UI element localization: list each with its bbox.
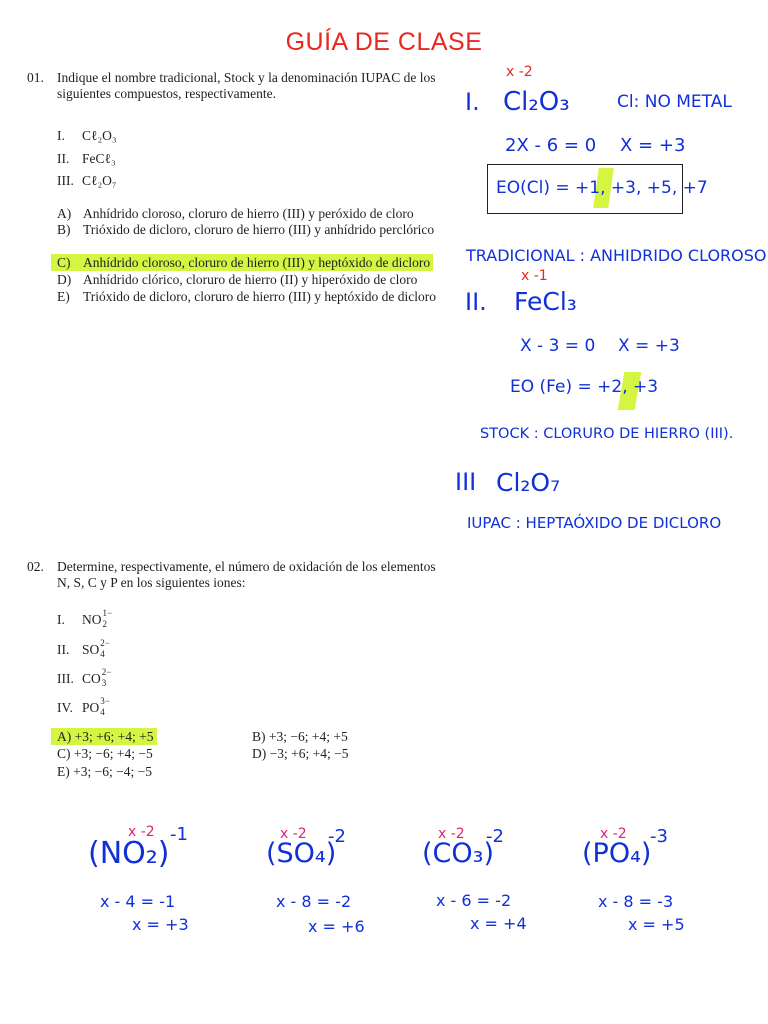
note-label-ii: II. bbox=[465, 288, 487, 316]
equation-2: x = +3 bbox=[132, 915, 189, 934]
option-c[interactable]: C) +3; −6; +4; −5 bbox=[57, 746, 153, 761]
oxidation-states: x -2 bbox=[438, 826, 465, 842]
ion-ii: II. SO 2− 4 bbox=[57, 637, 110, 659]
equation-i-1: 2X - 6 = 0 bbox=[505, 135, 597, 156]
question-text: Indique el nombre tradicional, Stock y la denominación IUPAC de los siguientes compuestos, respectivamente. bbox=[57, 70, 436, 101]
ion-iv: IV. PO 3− 4 bbox=[57, 695, 110, 717]
oxidation-states-i: x -2 bbox=[506, 64, 533, 80]
ion-charge: -2 bbox=[328, 826, 346, 847]
equation-i-2: X = +3 bbox=[620, 135, 686, 156]
note-label-i: I. bbox=[465, 88, 480, 116]
ion-formula: (SO₄) bbox=[266, 838, 337, 869]
equation-1: x - 4 = -1 bbox=[100, 892, 176, 911]
option-b[interactable]: B) Trióxido de dicloro, cloruro de hierro (III) y anhídrido perclórico bbox=[57, 222, 435, 237]
item-i: I. Cℓ₂O₃ bbox=[57, 128, 117, 143]
formula-ii: FeCl₃ bbox=[514, 287, 577, 316]
oxidation-states: x -2 bbox=[600, 826, 627, 842]
classification-note: Cl: NO METAL bbox=[617, 92, 732, 112]
question-text: Determine, respectivamente, el número de oxidación de los elementos N, S, C y P en los siguientes iones: bbox=[57, 559, 436, 590]
option-e[interactable]: E) +3; −6; −4; −5 bbox=[57, 764, 152, 779]
equation-2: x = +6 bbox=[308, 917, 365, 936]
equation-1: x - 8 = -2 bbox=[276, 892, 352, 911]
item-ii: II. FeCℓ₃ bbox=[57, 151, 116, 166]
ion-charge: -2 bbox=[486, 826, 504, 847]
equation-1: x - 6 = -2 bbox=[436, 891, 512, 910]
formula-iii: Cl₂O₇ bbox=[496, 468, 561, 497]
option-d[interactable]: D) −3; +6; +4; −5 bbox=[252, 746, 349, 761]
question-number: 02. bbox=[27, 559, 44, 574]
note-label-iii: III bbox=[455, 468, 477, 496]
oxidation-states-cl: EO(Cl) = +1, +3, +5, +7 bbox=[496, 178, 708, 198]
oxidation-states-ii: x -1 bbox=[521, 268, 548, 284]
oxidation-states: x -2 bbox=[280, 826, 307, 842]
equation-ii-2: X = +3 bbox=[618, 336, 680, 356]
ion-formula: (PO₄) bbox=[582, 838, 652, 869]
item-iii: III. Cℓ₂O₇ bbox=[57, 173, 117, 188]
question-number: 01. bbox=[27, 70, 44, 85]
ion-charge: -1 bbox=[170, 824, 188, 845]
equation-2: x = +5 bbox=[628, 915, 685, 934]
ion-formula: (CO₃) bbox=[422, 838, 494, 869]
page-title: GUÍA DE CLASE bbox=[285, 28, 483, 56]
iupac-name: IUPAC : HEPTAÓXIDO DE DICLORO bbox=[467, 514, 722, 532]
option-a[interactable]: A) +3; +6; +4; +5 bbox=[57, 729, 442, 745]
option-a[interactable]: A) Anhídrido cloroso, cloruro de hierro (III) y peróxido de cloro bbox=[57, 206, 414, 221]
option-c[interactable]: C) Anhídrido cloroso, cloruro de hierro (III) y heptóxido de dicloro bbox=[57, 255, 442, 271]
equation-1: x - 8 = -3 bbox=[598, 892, 674, 911]
traditional-name: TRADICIONAL : ANHIDRIDO CLOROSO bbox=[466, 246, 767, 265]
ion-charge: -3 bbox=[650, 826, 668, 847]
oxidation-states-fe: EO (Fe) = +2, +3 bbox=[510, 377, 659, 397]
equation-2: x = +4 bbox=[470, 914, 527, 933]
stock-name: STOCK : CLORURO DE HIERRO (III). bbox=[480, 426, 734, 442]
option-d[interactable]: D) Anhídrido clórico, cloruro de hierro (II) y hiperóxido de cloro bbox=[57, 272, 418, 287]
formula-i: Cl₂O₃ bbox=[503, 87, 570, 117]
equation-ii-1: X - 3 = 0 bbox=[520, 336, 596, 356]
ion-i: I. NO 1− 2 bbox=[57, 607, 113, 629]
ion-formula: (NO₂) bbox=[88, 836, 170, 871]
oxidation-states: x -2 bbox=[128, 824, 155, 840]
option-e[interactable]: E) Trióxido de dicloro, cloruro de hierro (III) y heptóxido de dicloro bbox=[57, 289, 437, 304]
option-b[interactable]: B) +3; −6; +4; +5 bbox=[252, 729, 348, 744]
ion-iii: III. CO 2− 3 bbox=[57, 666, 112, 688]
